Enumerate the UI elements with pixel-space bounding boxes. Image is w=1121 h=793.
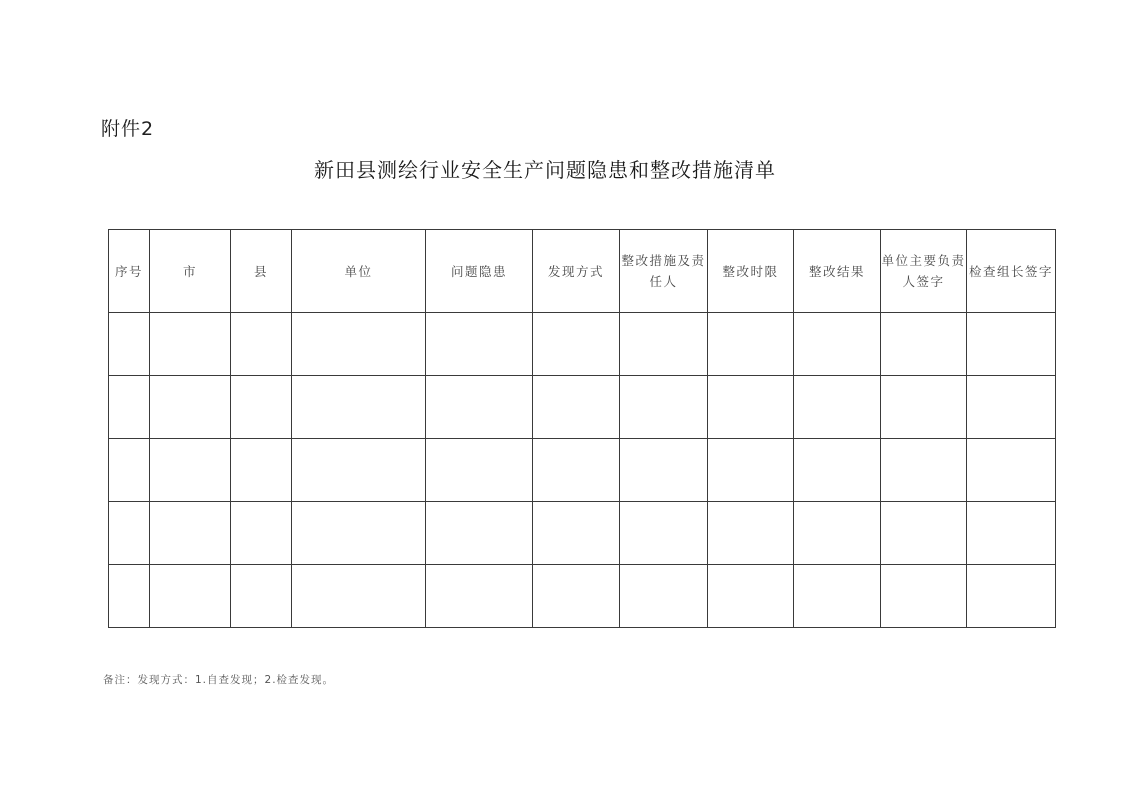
- table-cell[interactable]: [109, 376, 150, 439]
- table-cell[interactable]: [881, 565, 967, 628]
- table-cell[interactable]: [794, 565, 881, 628]
- table-cell[interactable]: [292, 502, 426, 565]
- table-cell[interactable]: [426, 313, 533, 376]
- header-measures-responsible: 整改措施及责任人: [620, 230, 708, 313]
- table-cell[interactable]: [620, 502, 708, 565]
- table-cell[interactable]: [231, 502, 292, 565]
- table-cell[interactable]: [881, 313, 967, 376]
- table-cell[interactable]: [231, 565, 292, 628]
- table-cell[interactable]: [150, 313, 231, 376]
- table-cell[interactable]: [794, 439, 881, 502]
- table-cell[interactable]: [109, 439, 150, 502]
- table-cell[interactable]: [620, 376, 708, 439]
- table-cell[interactable]: [794, 376, 881, 439]
- table-cell[interactable]: [292, 313, 426, 376]
- header-city: 市: [150, 230, 231, 313]
- footnote: 备注：发现方式：1.自查发现；2.检查发现。: [103, 674, 335, 686]
- table-cell[interactable]: [967, 313, 1056, 376]
- table-cell[interactable]: [533, 313, 620, 376]
- table-cell[interactable]: [150, 439, 231, 502]
- header-deadline: 整改时限: [708, 230, 794, 313]
- table-cell[interactable]: [708, 313, 794, 376]
- table-cell[interactable]: [231, 313, 292, 376]
- table-cell[interactable]: [426, 376, 533, 439]
- table-cell[interactable]: [620, 565, 708, 628]
- table-row: [109, 313, 1056, 376]
- table-cell[interactable]: [109, 502, 150, 565]
- table-cell[interactable]: [533, 376, 620, 439]
- document-title: 新田县测绘行业安全生产问题隐患和整改措施清单: [314, 158, 776, 182]
- table-cell[interactable]: [794, 313, 881, 376]
- header-inspector-signature: 检查组长签字: [967, 230, 1056, 313]
- header-hazard: 问题隐患: [426, 230, 533, 313]
- table-cell[interactable]: [533, 502, 620, 565]
- table-cell[interactable]: [426, 502, 533, 565]
- table-row: [109, 502, 1056, 565]
- table-cell[interactable]: [150, 565, 231, 628]
- table-cell[interactable]: [533, 565, 620, 628]
- table-cell[interactable]: [881, 502, 967, 565]
- attachment-label: 附件2: [101, 118, 155, 140]
- table-body: [109, 313, 1056, 628]
- header-unit-head-signature: 单位主要负责人签字: [881, 230, 967, 313]
- table-cell[interactable]: [967, 439, 1056, 502]
- table-cell[interactable]: [620, 313, 708, 376]
- table-cell[interactable]: [231, 376, 292, 439]
- hazard-rectification-table: [108, 229, 1056, 628]
- header-county: 县: [231, 230, 292, 313]
- table-cell[interactable]: [150, 502, 231, 565]
- header-unit: 单位: [292, 230, 426, 313]
- table-cell[interactable]: [620, 439, 708, 502]
- table-cell[interactable]: [426, 565, 533, 628]
- table-cell[interactable]: [708, 502, 794, 565]
- table-cell[interactable]: [708, 376, 794, 439]
- header-result: 整改结果: [794, 230, 881, 313]
- table-cell[interactable]: [708, 439, 794, 502]
- table-cell[interactable]: [708, 565, 794, 628]
- table-cell[interactable]: [881, 439, 967, 502]
- table-cell[interactable]: [292, 565, 426, 628]
- table-row: [109, 565, 1056, 628]
- table-cell[interactable]: [231, 439, 292, 502]
- table-cell[interactable]: [150, 376, 231, 439]
- table-cell[interactable]: [109, 313, 150, 376]
- header-discovery-method: 发现方式: [533, 230, 620, 313]
- table-cell[interactable]: [426, 439, 533, 502]
- table-row: [109, 376, 1056, 439]
- table-cell[interactable]: [881, 376, 967, 439]
- table-cell[interactable]: [794, 502, 881, 565]
- table-cell[interactable]: [967, 376, 1056, 439]
- table-row: [109, 439, 1056, 502]
- table-cell[interactable]: [967, 565, 1056, 628]
- table-cell[interactable]: [109, 565, 150, 628]
- table-cell[interactable]: [967, 502, 1056, 565]
- table-cell[interactable]: [292, 376, 426, 439]
- table-header-row: [109, 230, 1056, 313]
- table-cell[interactable]: [292, 439, 426, 502]
- header-serial-number: 序号: [109, 230, 150, 313]
- table-cell[interactable]: [533, 439, 620, 502]
